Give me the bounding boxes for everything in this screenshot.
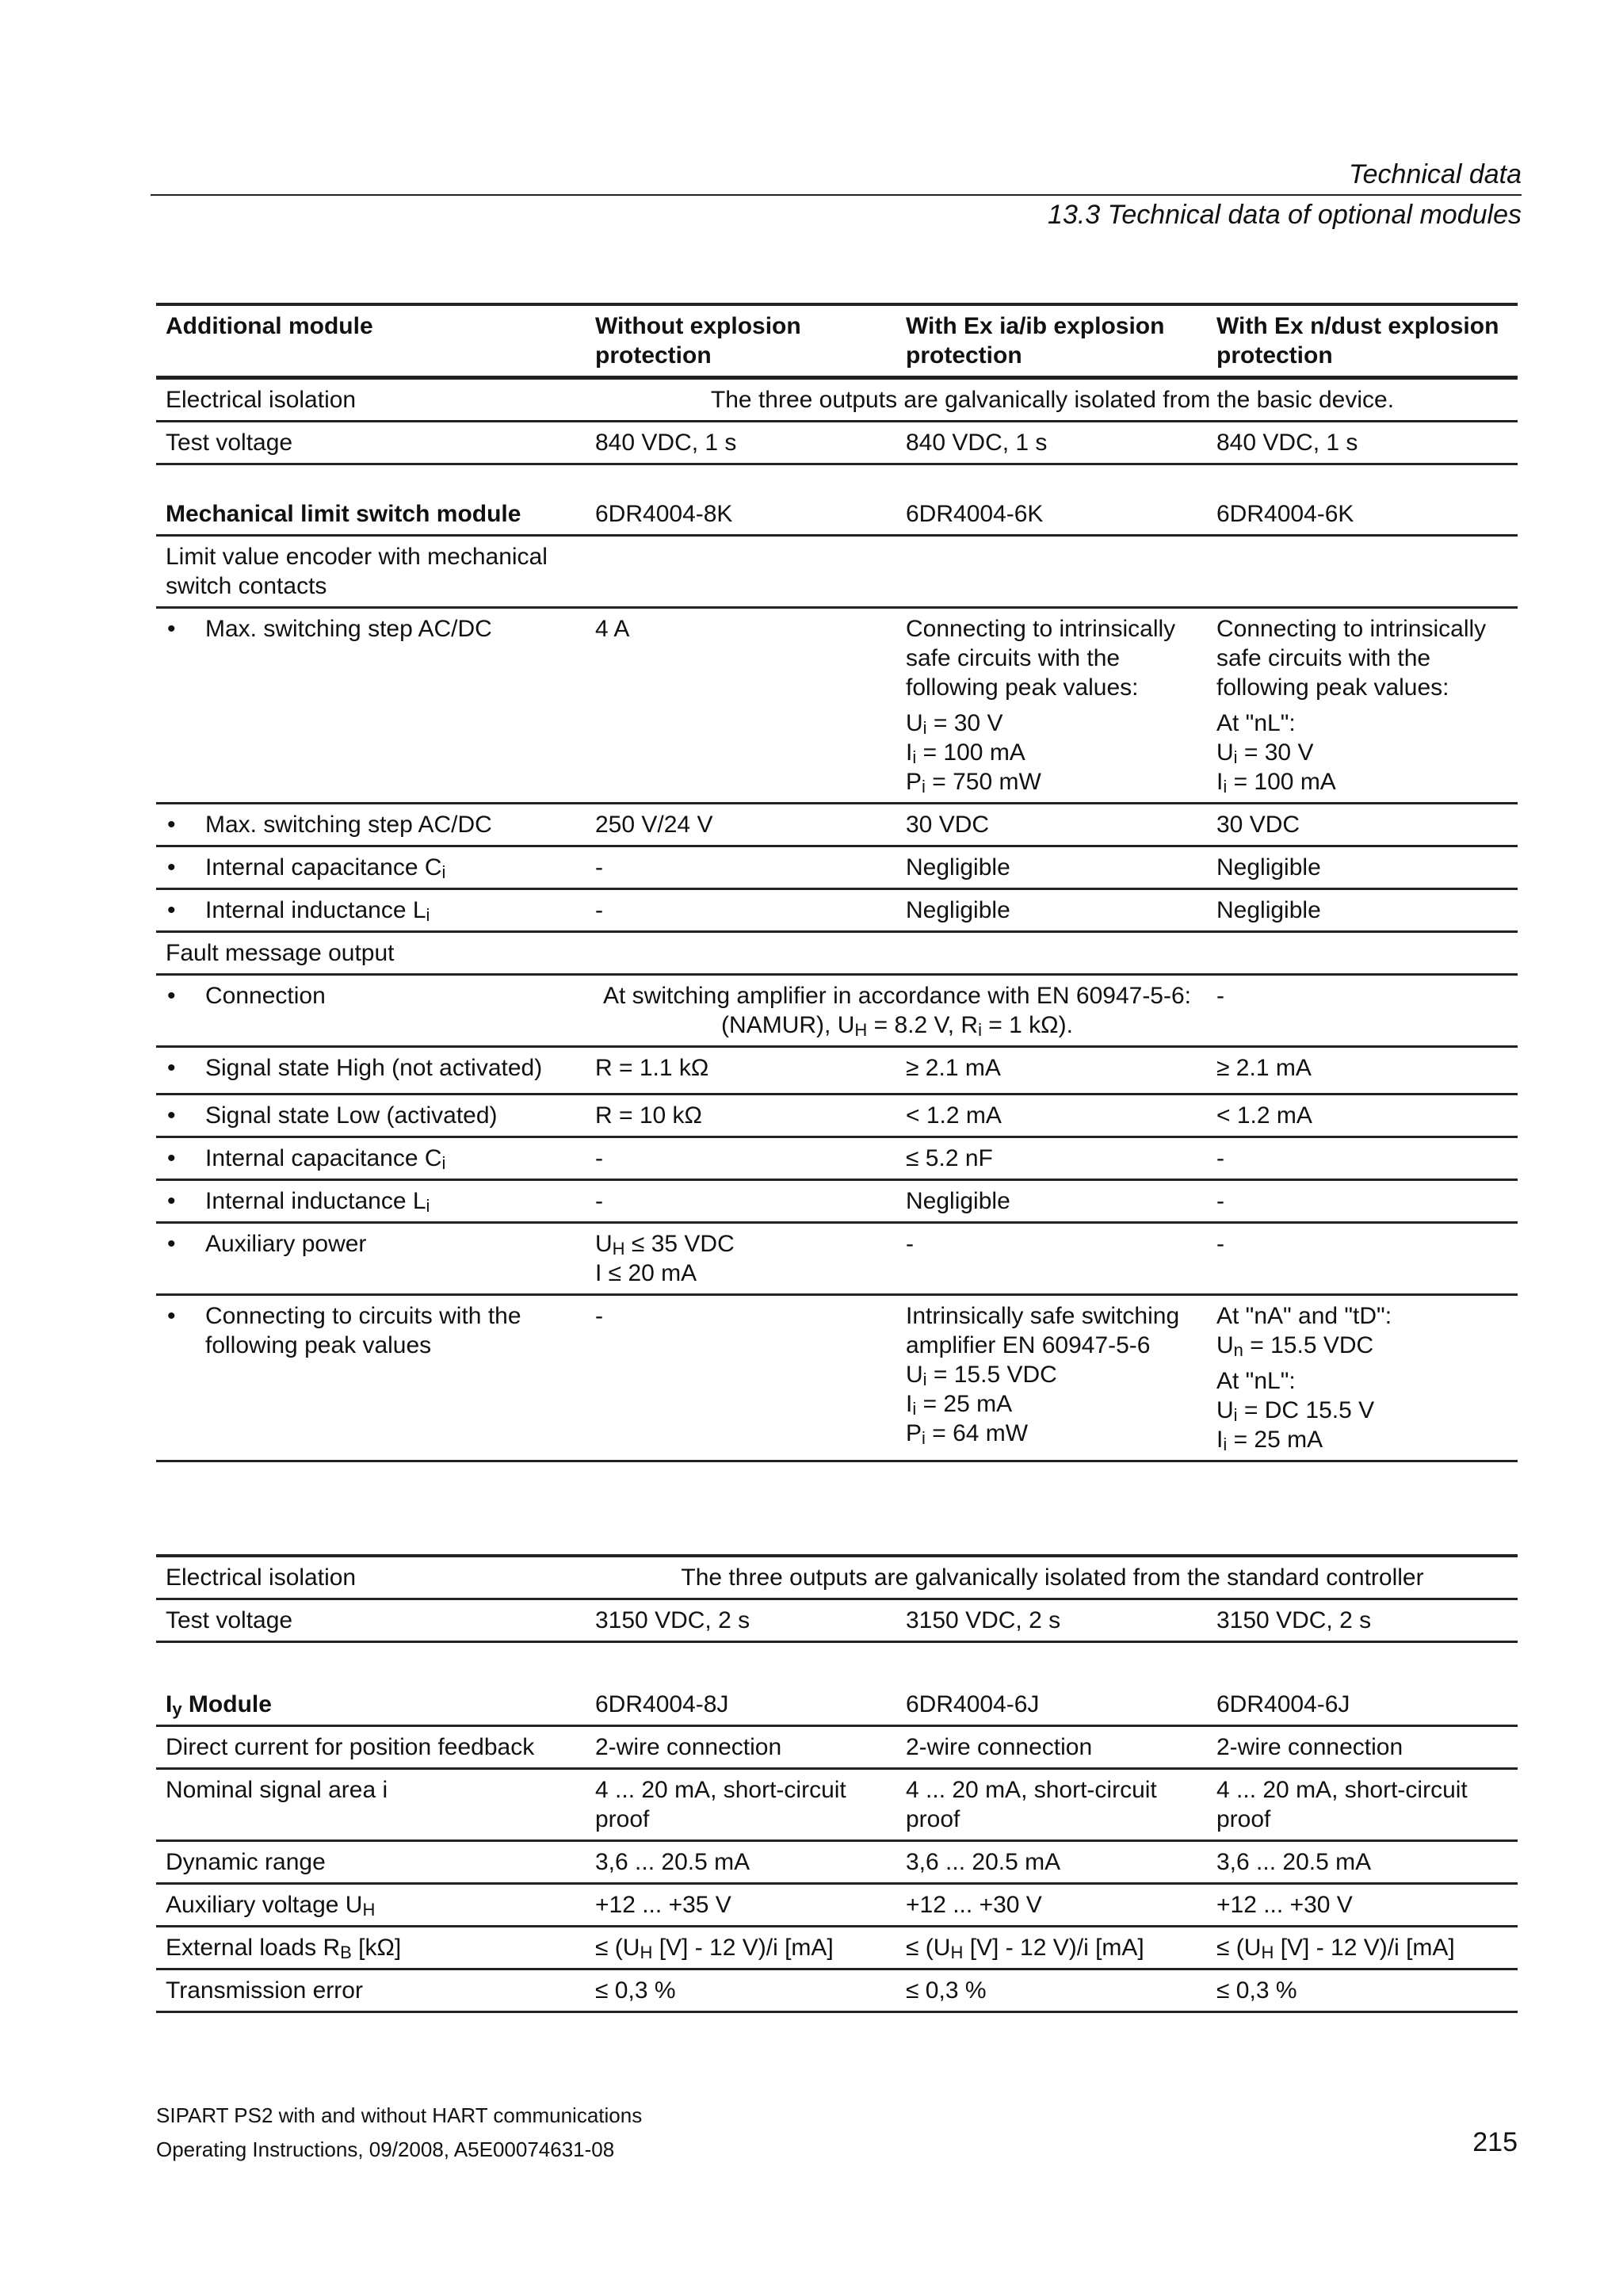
table-row (156, 933, 1518, 976)
additional-module-table (156, 303, 1518, 465)
row-label: Signal state High (not activated) (205, 1055, 543, 1081)
row-value: 3,6 ... 20.5 mA (1216, 1849, 1372, 1875)
row-value: - (595, 1145, 603, 1171)
row-value: 840 VDC, 1 s (595, 430, 737, 456)
row-value: ≥ 2.1 mA (1216, 1055, 1312, 1081)
row-value: Negligible (1216, 854, 1321, 881)
row-value: 3150 VDC, 2 s (595, 1607, 750, 1633)
row-value: ≤ ($U_H$ [V] - 12 V)/i [mA] (595, 1935, 834, 1962)
table-row (156, 1970, 1518, 2013)
row-value: 3,6 ... 20.5 mA (595, 1849, 750, 1875)
row-value: ≤ 0,3 % (595, 1977, 676, 2004)
row-value: - (906, 1231, 914, 1257)
row-label: Electrical isolation (166, 1564, 357, 1591)
row-value: The three outputs are galvanically isolated from the basic device. (710, 387, 1395, 413)
page-header (151, 155, 1522, 234)
row-label: Connection (205, 983, 326, 1009)
table-row (156, 976, 1518, 1048)
table-row (156, 380, 1518, 422)
iy-module-table (156, 1684, 1518, 2013)
table-row (156, 1138, 1518, 1181)
table-row (156, 1727, 1518, 1770)
table-row (156, 1770, 1518, 1842)
order-number: 6DR4004-6J (906, 1691, 1040, 1717)
table-row (156, 1885, 1518, 1927)
row-label: Connecting to circuits with the following peak values (205, 1303, 521, 1358)
order-number: 6DR4004-6J (1216, 1691, 1350, 1717)
footer-document: Operating Instructions, 09/2008, A5E00074631-08 (156, 2137, 615, 2161)
row-value: 4 A (595, 616, 630, 642)
table-row (156, 1296, 1518, 1462)
row-value: - (595, 854, 603, 881)
row-value: Negligible (906, 897, 1010, 923)
row-label: Auxiliary voltage $U_H$ (166, 1892, 376, 1920)
table-header-row (156, 303, 1518, 380)
bullet-icon: • (167, 812, 176, 838)
page-footer (156, 2099, 1518, 2167)
row-label: Limit value encoder with mechanical switch contacts (166, 544, 548, 599)
table-row (156, 1224, 1518, 1296)
row-value: 2-wire connection (1216, 1734, 1403, 1760)
row-label: Direct current for position feedback (166, 1734, 535, 1760)
bullet-icon: • (167, 897, 176, 923)
col-header-ex-ia: With Ex ia/ib explosion protection (906, 313, 1165, 369)
row-value: +12 ... +30 V (906, 1892, 1042, 1918)
row-label: Signal state Low (activated) (205, 1102, 498, 1129)
bullet-icon: • (167, 983, 176, 1009)
row-value: Connecting to intrinsically safe circuits with the following peak values: At "nL": $U_i = 30$ V $I_i = 100$ mA (1216, 616, 1487, 797)
row-label: Test voltage (166, 430, 293, 456)
bullet-icon: • (167, 616, 176, 642)
chapter-title: Technical data (151, 155, 1522, 196)
isolation-table (156, 1554, 1518, 1643)
bullet-icon: • (167, 1231, 176, 1257)
row-value: - (595, 1188, 603, 1214)
row-label: External loads $R_B$ [kΩ] (166, 1935, 402, 1962)
row-label: Test voltage (166, 1607, 293, 1633)
row-value: - (595, 897, 603, 923)
col-header-no-ex: Without explosion protection (595, 313, 801, 369)
table-row (156, 804, 1518, 847)
section-title: 13.3 Technical data of optional modules (1048, 200, 1522, 230)
row-value: < 1.2 mA (906, 1102, 1002, 1129)
row-value: 4 ... 20 mA, short-circuit proof (595, 1777, 846, 1832)
row-value: - (1216, 1231, 1224, 1257)
table-row (156, 1600, 1518, 1643)
order-number: 6DR4004-6K (906, 501, 1044, 527)
row-label: Max. switching step AC/DC (205, 812, 492, 838)
row-value: 3,6 ... 20.5 mA (906, 1849, 1061, 1875)
col-header-ex-n: With Ex n/dust explosion protection (1216, 313, 1499, 369)
row-value: The three outputs are galvanically isolated from the standard controller (681, 1564, 1424, 1591)
row-value: Negligible (906, 1188, 1010, 1214)
table-row (156, 1554, 1518, 1600)
row-value: Negligible (906, 854, 1010, 881)
row-label: Internal inductance $L_i$ (205, 1188, 430, 1216)
row-value: 30 VDC (1216, 812, 1300, 838)
row-value: ≤ 0,3 % (906, 1977, 987, 2004)
table-title-row (156, 494, 1518, 537)
row-label: Auxiliary power (205, 1231, 367, 1257)
row-value: 2-wire connection (595, 1734, 782, 1760)
row-value: Negligible (1216, 897, 1321, 923)
row-value: - (1216, 1188, 1224, 1214)
row-value: ≥ 2.1 mA (906, 1055, 1001, 1081)
row-value: ≤ 5.2 nF (906, 1145, 993, 1171)
row-value: +12 ... +35 V (595, 1892, 731, 1918)
row-label: Internal inductance $L_i$ (205, 897, 430, 925)
table-row (156, 1048, 1518, 1095)
order-number: 6DR4004-6K (1216, 501, 1354, 527)
limit-switch-table (156, 494, 1518, 1462)
table-row (156, 847, 1518, 890)
module-title: Mechanical limit switch module (166, 501, 521, 527)
row-value: 30 VDC (906, 812, 990, 838)
row-value: ≤ ($U_H$ [V] - 12 V)/i [mA] (906, 1935, 1144, 1962)
row-value: 250 V/24 V (595, 812, 713, 838)
table-row (156, 609, 1518, 804)
table-row (156, 422, 1518, 465)
row-label: Transmission error (166, 1977, 363, 2004)
row-label: Nominal signal area i (166, 1777, 388, 1803)
row-label: Internal capacitance $C_i$ (205, 1145, 446, 1173)
table-row (156, 1927, 1518, 1970)
row-value: At switching amplifier in accordance with EN 60947-5-6: (NAMUR), $U_H = 8.2$ V, $R_i = 1$ kΩ). (602, 983, 1192, 1040)
row-label: Electrical isolation (166, 387, 357, 413)
row-label: Dynamic range (166, 1849, 326, 1875)
table-row (156, 1181, 1518, 1224)
row-value: 840 VDC, 1 s (906, 430, 1048, 456)
row-value: Intrinsically safe switching amplifier EN 60947-5-6 $U_i = 15.5$ VDC $I_i = 25$ mA $P_i = 64$ mW (906, 1303, 1180, 1448)
row-value: - (1216, 1145, 1224, 1171)
row-value: < 1.2 mA (1216, 1102, 1312, 1129)
col-header-module: Additional module (166, 313, 373, 339)
module-title: $I_y$ Module (166, 1691, 272, 1719)
row-value: R = 1.1 kΩ (595, 1055, 709, 1081)
bullet-icon: • (167, 1303, 176, 1329)
order-number: 6DR4004-8K (595, 501, 733, 527)
order-number: 6DR4004-8J (595, 1691, 729, 1717)
row-value: 3150 VDC, 2 s (906, 1607, 1061, 1633)
row-value: 4 ... 20 mA, short-circuit proof (906, 1777, 1157, 1832)
page-number: 215 (1472, 2127, 1518, 2157)
bullet-icon: • (167, 1102, 176, 1129)
row-value: +12 ... +30 V (1216, 1892, 1353, 1918)
bullet-icon: • (167, 1145, 176, 1171)
row-value: 2-wire connection (906, 1734, 1093, 1760)
row-value: 840 VDC, 1 s (1216, 430, 1358, 456)
row-value: ≤ ($U_H$ [V] - 12 V)/i [mA] (1216, 1935, 1455, 1962)
row-value: - (595, 1303, 603, 1329)
table-title-row (156, 1684, 1518, 1727)
row-label: Max. switching step AC/DC (205, 616, 492, 642)
table-row (156, 537, 1518, 609)
row-label: Fault message output (166, 940, 395, 966)
row-value: - (1216, 983, 1224, 1009)
bullet-icon: • (167, 1188, 176, 1214)
bullet-icon: • (167, 1055, 176, 1081)
table-row (156, 890, 1518, 933)
table-row (156, 1095, 1518, 1138)
row-value: R = 10 kΩ (595, 1102, 702, 1129)
row-value: Connecting to intrinsically safe circuits with the following peak values: $U_i = 30$ V $I_i = 100$ mA $P_i = 750$ mW (906, 616, 1176, 797)
row-value: At "nA" and "tD": $U_n = 15.5$ VDC At "nL": $U_i$ = DC 15.5 V $I_i = 25$ mA (1216, 1303, 1392, 1454)
row-value: 4 ... 20 mA, short-circuit proof (1216, 1777, 1468, 1832)
row-value: 3150 VDC, 2 s (1216, 1607, 1372, 1633)
row-label: Internal capacitance $C_i$ (205, 854, 446, 882)
row-value: ≤ 0,3 % (1216, 1977, 1297, 2004)
table-row (156, 1842, 1518, 1885)
bullet-icon: • (167, 854, 176, 881)
footer-product: SIPART PS2 with and without HART communications (156, 2103, 643, 2127)
row-value: $U_H \le 35$ VDC I ≤ 20 mA (595, 1231, 735, 1286)
